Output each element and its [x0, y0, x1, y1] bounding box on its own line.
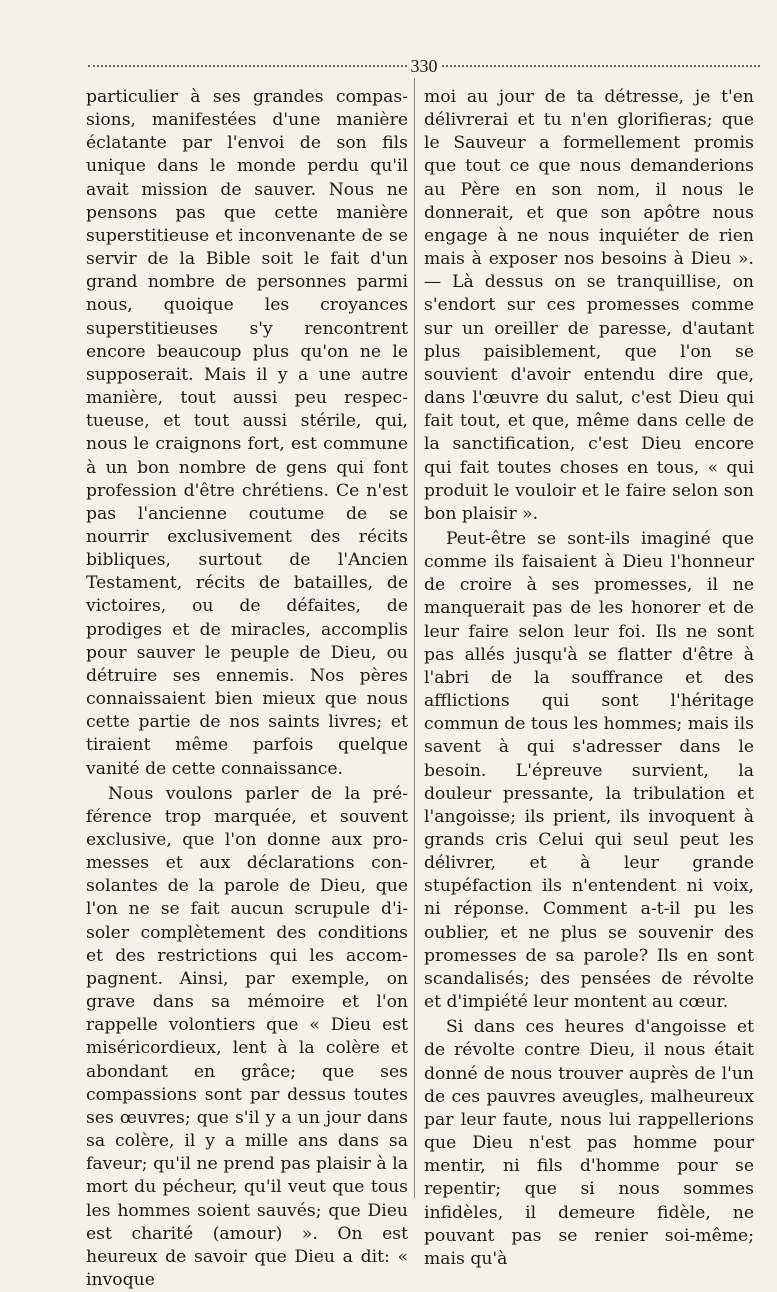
paragraph: Si dans ces heures d'angoisse et de révolte contre Dieu, il nous était donné de nous trouver auprès de l'un de ces pauvres aveugles, malheureux par leur faute, nous lui rappellerions que Dieu n'est pas homme pour mentir, ni fils d'homme pour se repentir; que si nous sommes infidèles, il demeure fidèle, ne pouvant pas se renier soi-même; mais qu'à	[424, 1017, 754, 1269]
right-column	[424, 86, 754, 1271]
left-column	[86, 86, 408, 1292]
paragraph: particulier à ses grandes compassions, manifestées d'une manière éclatante par l'envoi de son fils unique dans le monde perdu qu'il avait mission de sauver. Nous ne pensons pas que cette manière superstitieuse et inconvenante de se servir de la Bible soit le fait d'un grand nombre de personnes parmi nous, quoique les croyances superstitieuses s'y rencontrent encore beaucoup plus qu'on ne le supposerait. Mais il y a une autre manière, tout aussi peu respectueuse, et tout aussi stérile, qui, nous le craignons fort, est commune à un bon nombre de gens qui font profession d'être chrétiens. Ce n'est pas l'ancienne coutume de se nourrir exclusivement des récits bibliques, surtout de l'Ancien Testament, récits de batailles, de victoires, ou de défaites, de prodiges et de miracles, accomplis pour sauver le peuple de Dieu, ou détruire ses ennemis. Nos pères connaissaient bien mieux que nous cette partie de nos saints livres; et tiraient même parfois quelque vanité de cette connaissance.	[86, 87, 408, 779]
paragraph: Peut-être se sont-ils imaginé que comme ils faisaient à Dieu l'honneur de croire à ses promesses, il ne manquerait pas de les honorer et de leur faire selon leur foi. Ils ne sont pas allés jusqu'à se flatter d'être à l'abri de la souffrance et des afflictions qui sont l'héritage commun de tous les hommes; mais ils savent à qui s'adresser dans le besoin. L'épreuve survient, la douleur pressante, la tribulation et l'angoisse; ils prient, ils invoquent à grands cris Celui qui seul peut les délivrer, et à leur grande stupéfaction ils n'entendent ni voix, ni réponse. Comment a-t-il pu les oublier, et ne plus se souvenir des promesses de sa parole? Ils en sont scandalisés; des pensées de révolte et d'impiété leur montent au cœur.	[424, 528, 754, 1013]
column-divider	[414, 78, 415, 1198]
header-rule-left	[88, 65, 407, 67]
paragraph: moi au jour de ta détresse, je t'en délivrerai et tu n'en glorifieras; que le Sauveur a formellement promis que tout ce que nous demanderions au Père en son nom, il nous le donnerait, et que son apôtre nous engage à ne nous inquiéter de rien mais à exposer nos besoins à Dieu ». — Là dessus on se tranquillise, on s'endort sur ces promesses comme sur un oreiller de paresse, d'autant plus paisiblement, que l'on se souvient d'avoir entendu dire que, dans l'œuvre du salut, c'est Dieu qui fait tout, et que, même dans celle de la sanctification, c'est Dieu encore qui fait toutes choses en tous, « qui produit le vouloir et le faire selon son bon plaisir ».	[424, 87, 754, 524]
paragraph: Nous voulons parler de la préférence trop marquée, et souvent exclusive, que l'on donne aux promesses et aux déclarations consolantes de la parole de Dieu, que l'on ne se fait aucun scrupule d'isoler complètement des conditions et des restrictions qui les accompagnent. Ainsi, par exemple, on grave dans sa mémoire et l'on rappelle volontiers que « Dieu est miséricordieux, lent à la colère et abondant en grâce; que ses compassions sont par dessus toutes ses œuvres; que s'il y a un jour dans sa colère, il y a mille ans dans sa faveur; qu'il ne prend pas plaisir à la mort du pécheur, qu'il veut que tous les hommes soient sauvés; que Dieu est charité (amour) ». On est heureux de savoir que Dieu a dit: « invoque	[86, 783, 408, 1290]
running-header	[88, 56, 760, 76]
header-rule-right	[442, 65, 761, 67]
page-number: 330	[410, 56, 438, 76]
